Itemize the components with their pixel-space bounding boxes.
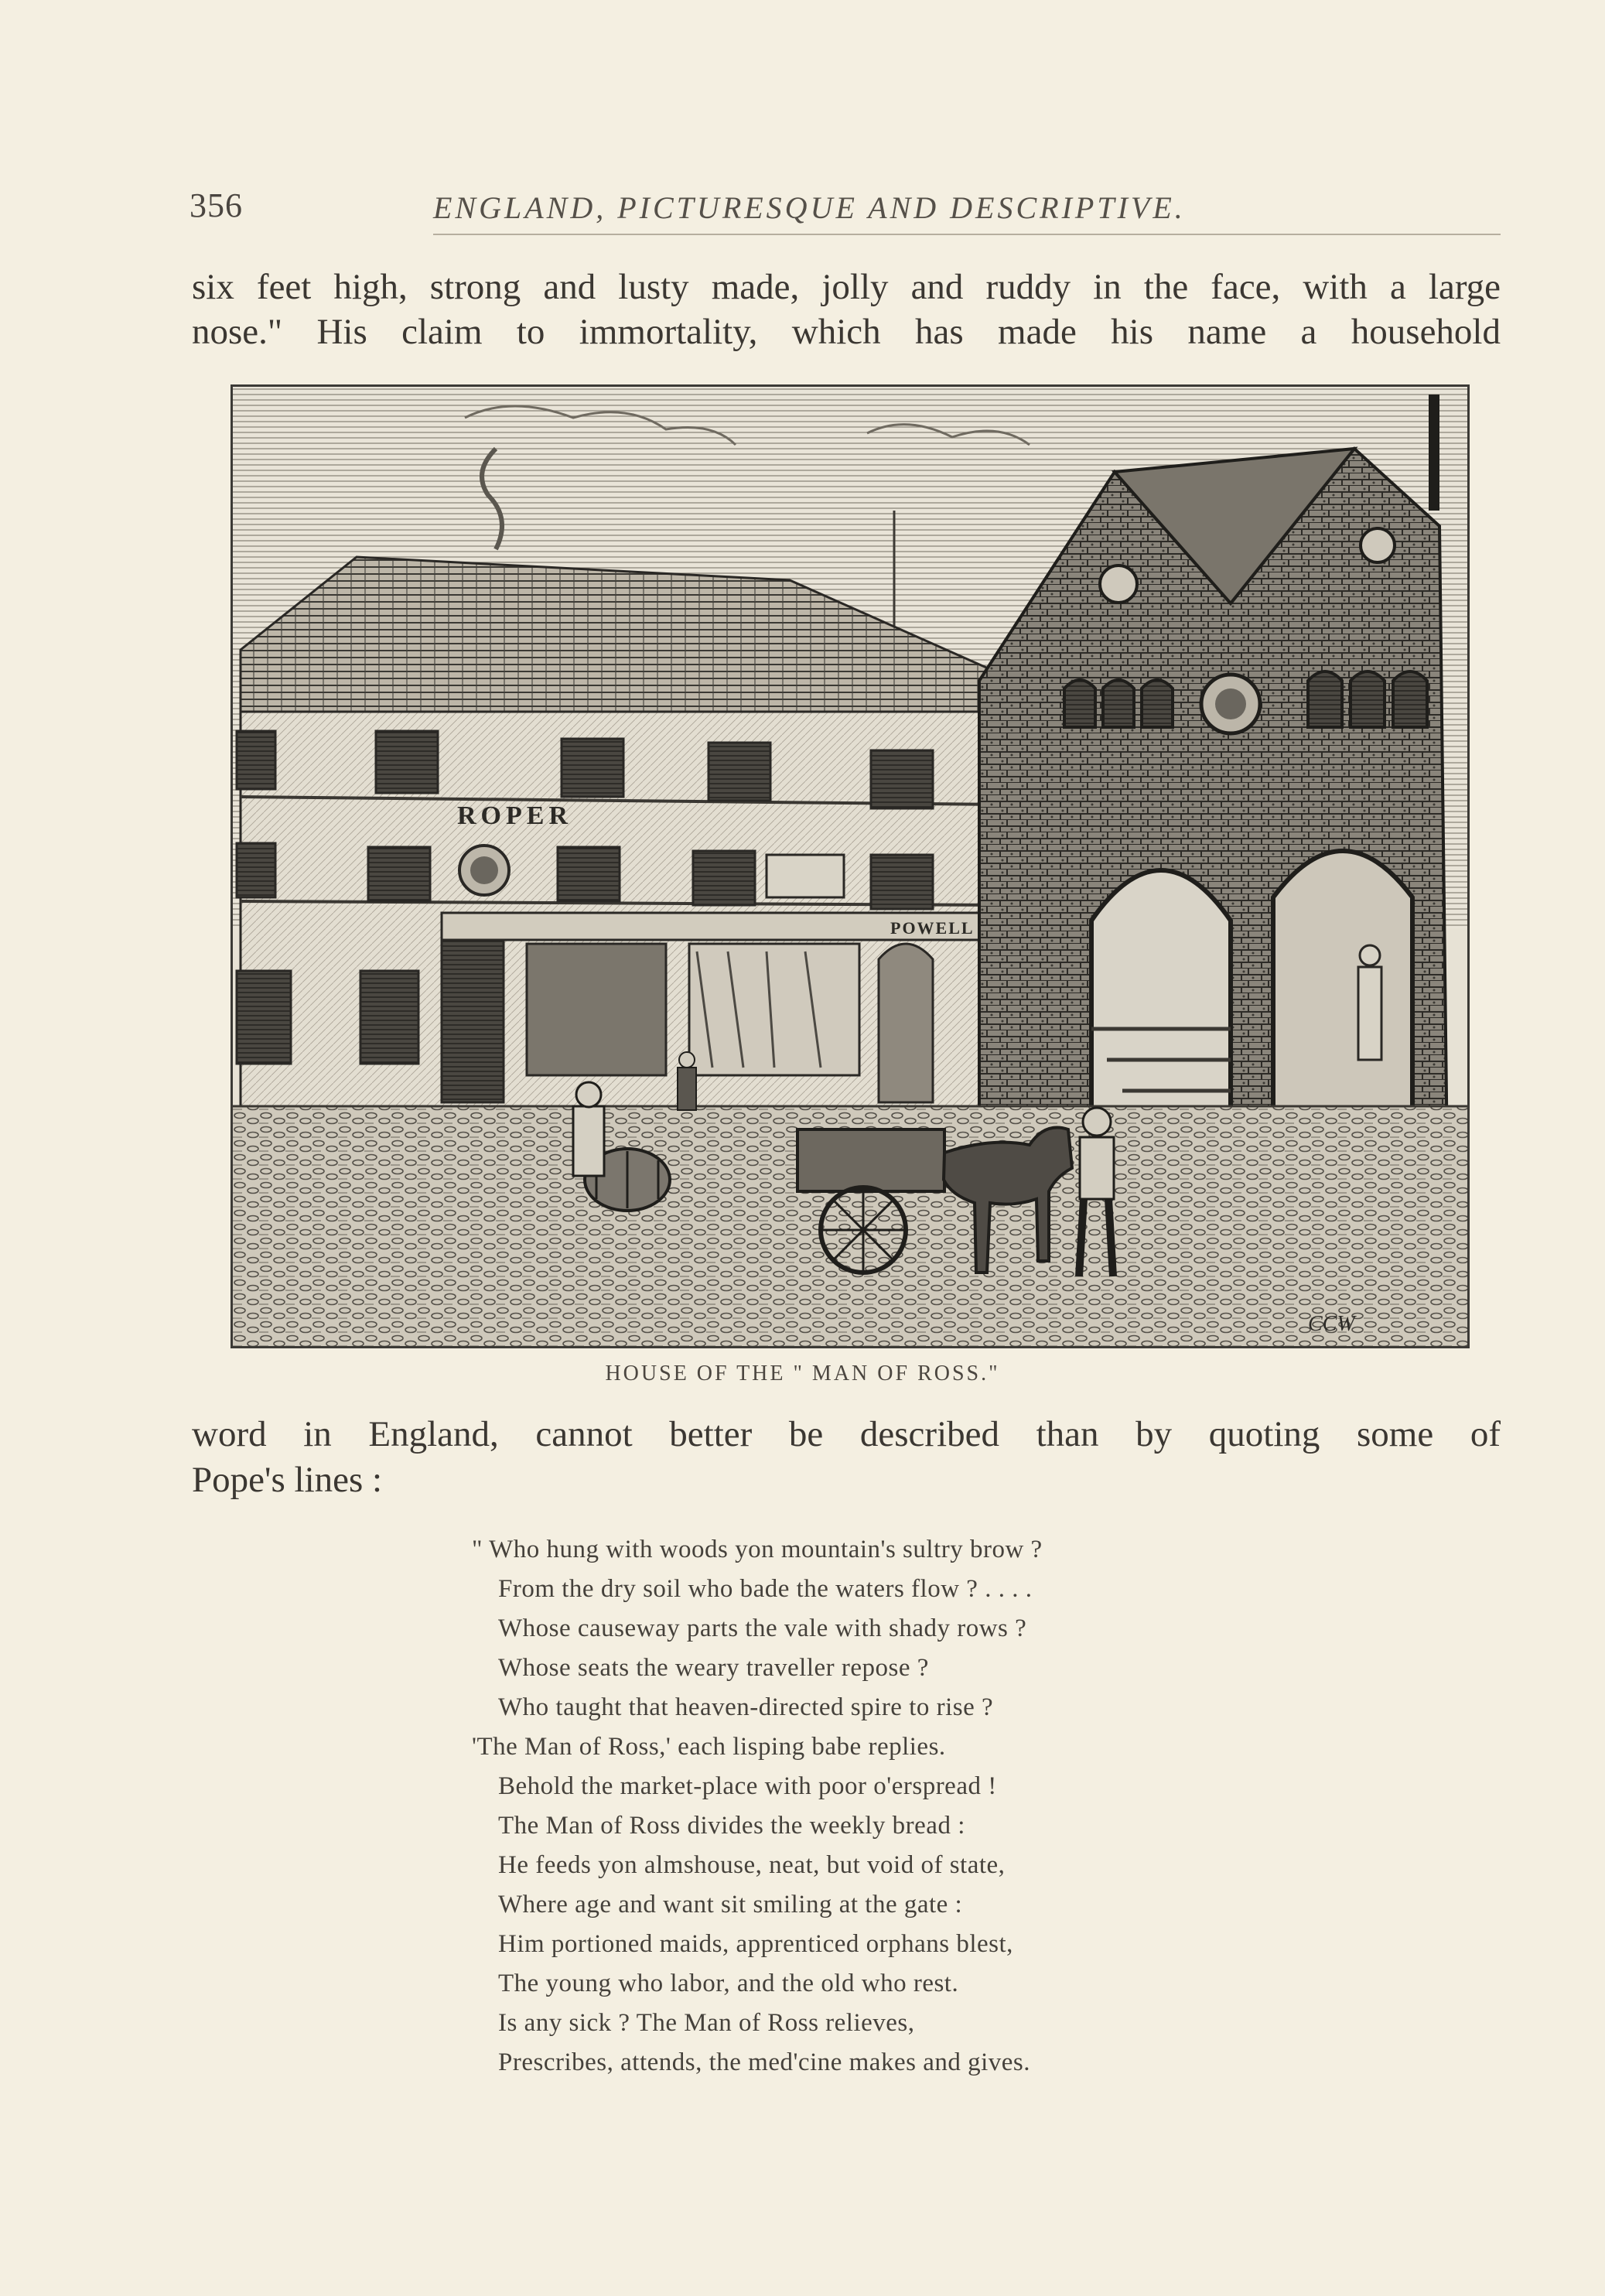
header-rule: [433, 234, 1501, 235]
poem-line: Is any sick ? The Man of Ross relieves,: [498, 2009, 915, 2037]
poem-quotation: [472, 1530, 1245, 2082]
body-text-line: Pope's lines :: [192, 1460, 383, 1500]
poem-line: He feeds yon almshouse, neat, but void of state,: [498, 1851, 1006, 1879]
poem-line: The young who labor, and the old who rest.: [498, 1970, 959, 1997]
body-text-line: word in England, cannot better be described than by quoting some of: [192, 1414, 1501, 1454]
poem-line: Him portioned maids, apprenticed orphans blest,: [498, 1930, 1013, 1958]
running-title: ENGLAND, PICTURESQUE AND DESCRIPTIVE.: [433, 190, 1186, 225]
engraver-signature: CCW: [1308, 1312, 1355, 1336]
body-text-line: nose." His claim to immortality, which has made his name a household: [192, 312, 1501, 352]
poem-line: Who taught that heaven-directed spire to rise ?: [498, 1693, 994, 1721]
poem-line: Whose seats the weary traveller repose ?: [498, 1654, 929, 1682]
figure-caption: HOUSE OF THE " MAN OF ROSS.": [605, 1362, 1000, 1385]
poem-line: Where age and want sit smiling at the gate :: [498, 1891, 963, 1918]
poem-line: 'The Man of Ross,' each lisping babe replies.: [472, 1733, 946, 1761]
powell-sign: POWELL: [890, 918, 975, 938]
page-number: 356: [190, 186, 243, 224]
body-text-line: six feet high, strong and lusty made, jolly and ruddy in the face, with a large: [192, 267, 1501, 307]
poem-line: Prescribes, attends, the med'cine makes and gives.: [498, 2048, 1030, 2076]
poem-line: The Man of Ross divides the weekly bread :: [498, 1812, 965, 1840]
poem-line: " Who hung with woods yon mountain's sultry brow ?: [472, 1536, 1043, 1563]
roper-sign: ROPER: [457, 801, 572, 830]
poem-line: Whose causeway parts the vale with shady rows ?: [498, 1614, 1027, 1642]
poem-line: Behold the market-place with poor o'erspread !: [498, 1772, 997, 1800]
poem-line: From the dry soil who bade the waters flow ? . . . .: [498, 1575, 1033, 1603]
engraving-illustration: [231, 384, 1470, 1348]
